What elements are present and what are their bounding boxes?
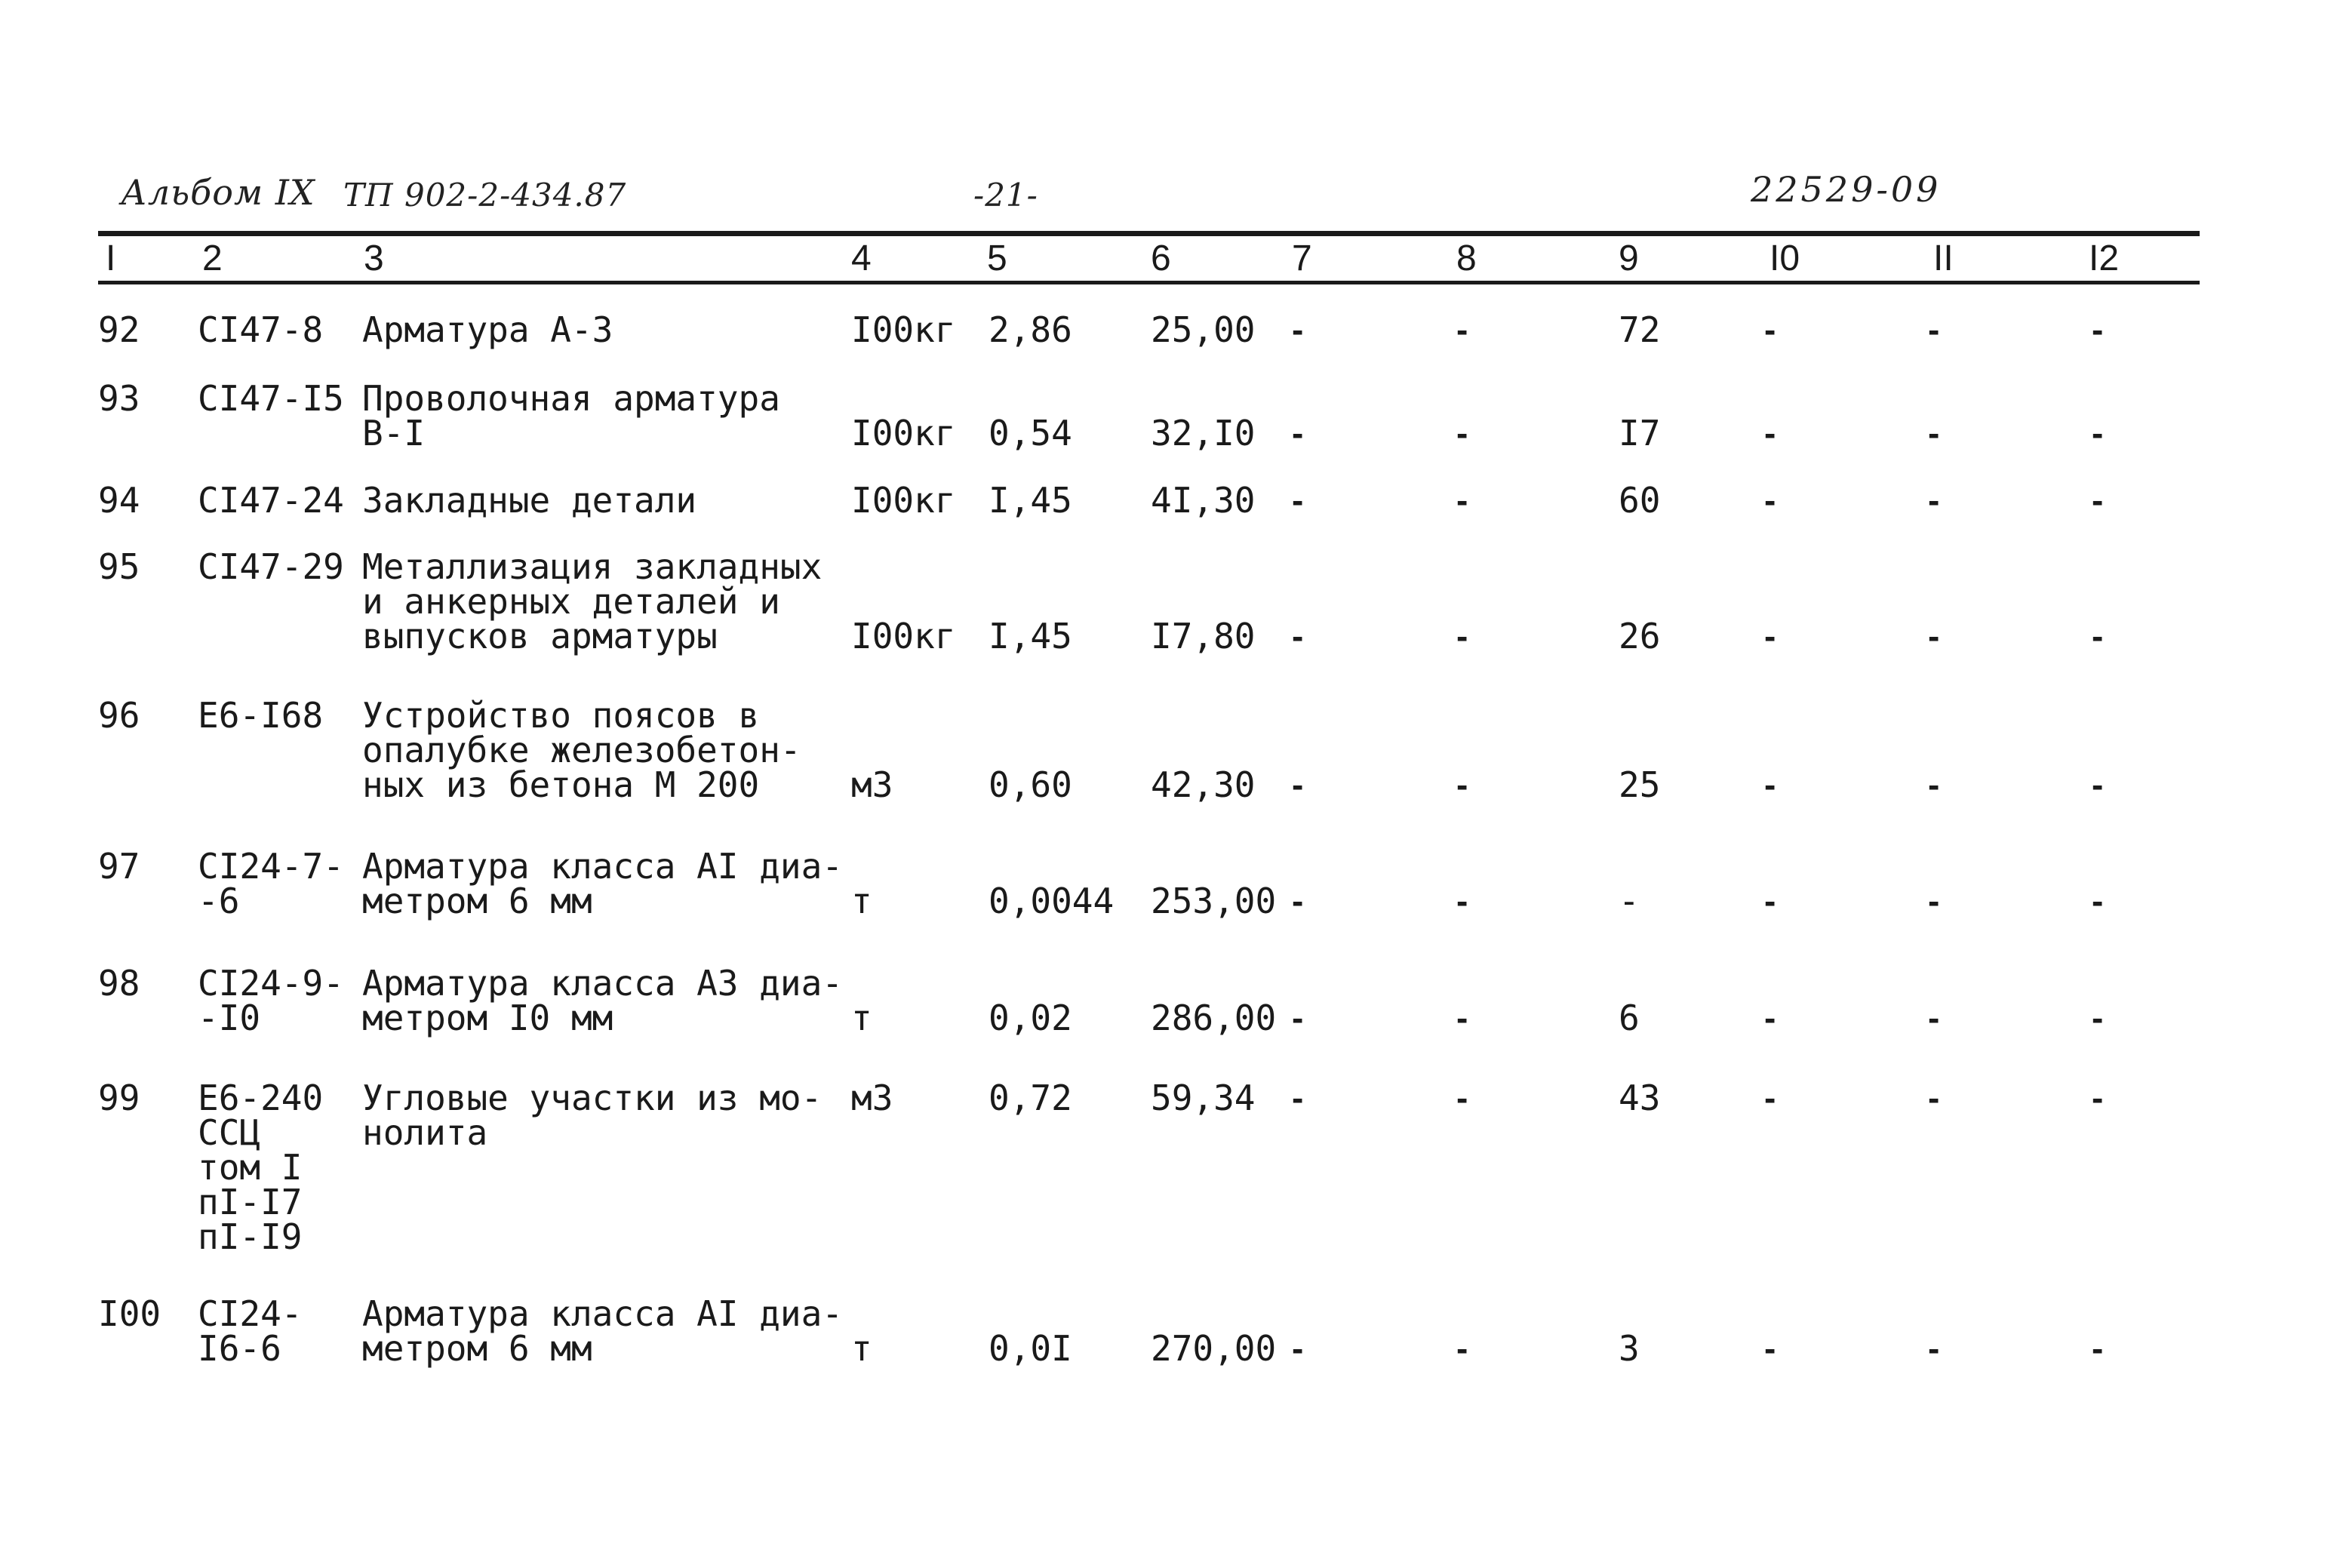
rate-code: -6 [198,881,240,921]
column-number: 2 [202,238,223,278]
quantity: 0,54 [989,413,1072,453]
rate-code: СI24- [198,1293,303,1334]
row-number: 94 [98,480,140,521]
column-8-value: - [1456,881,1468,921]
item-name: Арматура класса А3 диа- [362,963,843,1004]
column-8-value: - [1456,414,1468,453]
album-label: Альбом IX [121,172,315,213]
column-7-value: - [1292,1078,1304,1118]
unit-price: 253,00 [1151,881,1277,921]
item-name: метром 6 мм [362,881,592,921]
column-10-value: - [1764,1329,1776,1368]
row-number: 95 [98,546,140,587]
unit: т [851,881,872,921]
item-name: В-I [362,413,426,453]
column-8-value: - [1456,310,1468,349]
item-name: Арматура класса АI диа- [362,1293,843,1334]
quantity: 0,02 [989,998,1072,1038]
project-code: ТП 902-2-434.87 [343,177,627,214]
table-header-rule [98,281,2200,284]
column-number: 8 [1456,238,1477,278]
unit: т [851,1328,872,1369]
column-11-value: - [1928,1329,1940,1368]
column-7-value: - [1292,998,1304,1038]
page-number: -21- [973,177,1038,214]
unit-price: 42,30 [1151,764,1256,805]
column-number: I [106,238,116,278]
row-number: 93 [98,378,140,419]
column-10-value: - [1764,310,1776,349]
item-name: опалубке железобетон- [362,730,801,770]
row-number: 99 [98,1078,140,1118]
rate-code: I6-6 [198,1328,281,1369]
column-9-value: - [1619,881,1640,921]
column-10-value: - [1764,481,1776,520]
item-name: Арматура класса АI диа- [362,846,843,887]
column-7-value: - [1292,881,1304,921]
column-9-value: I7 [1619,413,1661,453]
unit-price: 59,34 [1151,1078,1256,1118]
row-number: 96 [98,695,140,736]
column-9-value: 43 [1619,1078,1661,1118]
column-8-value: - [1456,998,1468,1038]
row-number: I00 [98,1293,161,1334]
column-8-value: - [1456,1078,1468,1118]
item-name: Угловые участки из мо- [362,1078,823,1118]
item-name: Устройство поясов в [362,695,760,736]
column-11-value: - [1928,310,1940,349]
unit: I00кг [851,309,956,350]
column-8-value: - [1456,481,1468,520]
item-name: выпусков арматуры [362,616,718,656]
unit: м3 [851,1078,893,1118]
column-11-value: - [1928,616,1940,656]
quantity: 0,60 [989,764,1072,805]
column-10-value: - [1764,998,1776,1038]
column-11-value: - [1928,881,1940,921]
item-name: Проволочная арматура [362,378,780,419]
column-11-value: - [1928,998,1940,1038]
column-8-value: - [1456,616,1468,656]
unit-price: 25,00 [1151,309,1256,350]
column-12-value: - [2092,616,2104,656]
column-7-value: - [1292,1329,1304,1368]
table-top-rule [98,231,2200,236]
item-name: Закладные детали [362,480,697,521]
column-7-value: - [1292,616,1304,656]
quantity: 0,0I [989,1328,1072,1369]
column-7-value: - [1292,765,1304,804]
unit-price: I7,80 [1151,616,1256,656]
quantity: 0,0044 [989,881,1115,921]
quantity: 2,86 [989,309,1072,350]
column-number: 6 [1151,238,1171,278]
unit: м3 [851,764,893,805]
column-12-value: - [2092,998,2104,1038]
column-8-value: - [1456,1329,1468,1368]
column-number: I0 [1770,238,1800,278]
column-12-value: - [2092,1329,2104,1368]
unit: I00кг [851,413,956,453]
rate-code: Е6-240 [198,1078,324,1118]
column-11-value: - [1928,1078,1940,1118]
column-9-value: 26 [1619,616,1661,656]
rate-code: СI47-24 [198,480,344,521]
rate-code: Е6-I68 [198,695,324,736]
column-7-value: - [1292,310,1304,349]
unit-price: 286,00 [1151,998,1277,1038]
column-10-value: - [1764,881,1776,921]
column-8-value: - [1456,765,1468,804]
column-11-value: - [1928,414,1940,453]
column-11-value: - [1928,765,1940,804]
column-11-value: - [1928,481,1940,520]
column-10-value: - [1764,1078,1776,1118]
column-10-value: - [1764,616,1776,656]
item-name: и анкерных деталей и [362,581,780,622]
column-9-value: 25 [1619,764,1661,805]
rate-code: СI24-9- [198,963,344,1004]
rate-code: пI-I9 [198,1216,303,1257]
column-number: 5 [987,238,1007,278]
column-12-value: - [2092,881,2104,921]
rate-code: СI24-7- [198,846,344,887]
unit: I00кг [851,616,956,656]
unit-price: 4I,30 [1151,480,1256,521]
row-number: 98 [98,963,140,1004]
column-number: 3 [364,238,384,278]
rate-code: том I [198,1147,303,1188]
item-name: метром I0 мм [362,998,613,1038]
column-9-value: 3 [1619,1328,1640,1369]
unit: I00кг [851,480,956,521]
unit: т [851,998,872,1038]
rate-code: -I0 [198,998,261,1038]
quantity: I,45 [989,616,1072,656]
column-number: 9 [1619,238,1639,278]
rate-code: СI47-8 [198,309,324,350]
column-10-value: - [1764,414,1776,453]
column-number: 4 [851,238,872,278]
row-number: 97 [98,846,140,887]
item-name: Металлизация закладных [362,546,823,587]
document-code: 22529-09 [1751,169,1942,210]
column-12-value: - [2092,765,2104,804]
column-number: I2 [2089,238,2120,278]
item-name: ных из бетона М 200 [362,764,760,805]
unit-price: 32,I0 [1151,413,1256,453]
column-12-value: - [2092,310,2104,349]
column-number: II [1933,238,1954,278]
row-number: 92 [98,309,140,350]
column-9-value: 72 [1619,309,1661,350]
item-name: нолита [362,1112,488,1153]
rate-code: СI47-29 [198,546,344,587]
column-7-value: - [1292,414,1304,453]
unit-price: 270,00 [1151,1328,1277,1369]
column-12-value: - [2092,481,2104,520]
column-7-value: - [1292,481,1304,520]
quantity: 0,72 [989,1078,1072,1118]
column-9-value: 6 [1619,998,1640,1038]
quantity: I,45 [989,480,1072,521]
column-number: 7 [1292,238,1312,278]
item-name: метром 6 мм [362,1328,592,1369]
column-10-value: - [1764,765,1776,804]
column-12-value: - [2092,414,2104,453]
rate-code: ССЦ [198,1112,261,1153]
column-9-value: 60 [1619,480,1661,521]
rate-code: пI-I7 [198,1182,303,1222]
column-12-value: - [2092,1078,2104,1118]
rate-code: СI47-I5 [198,378,344,419]
item-name: Арматура А-3 [362,309,613,350]
